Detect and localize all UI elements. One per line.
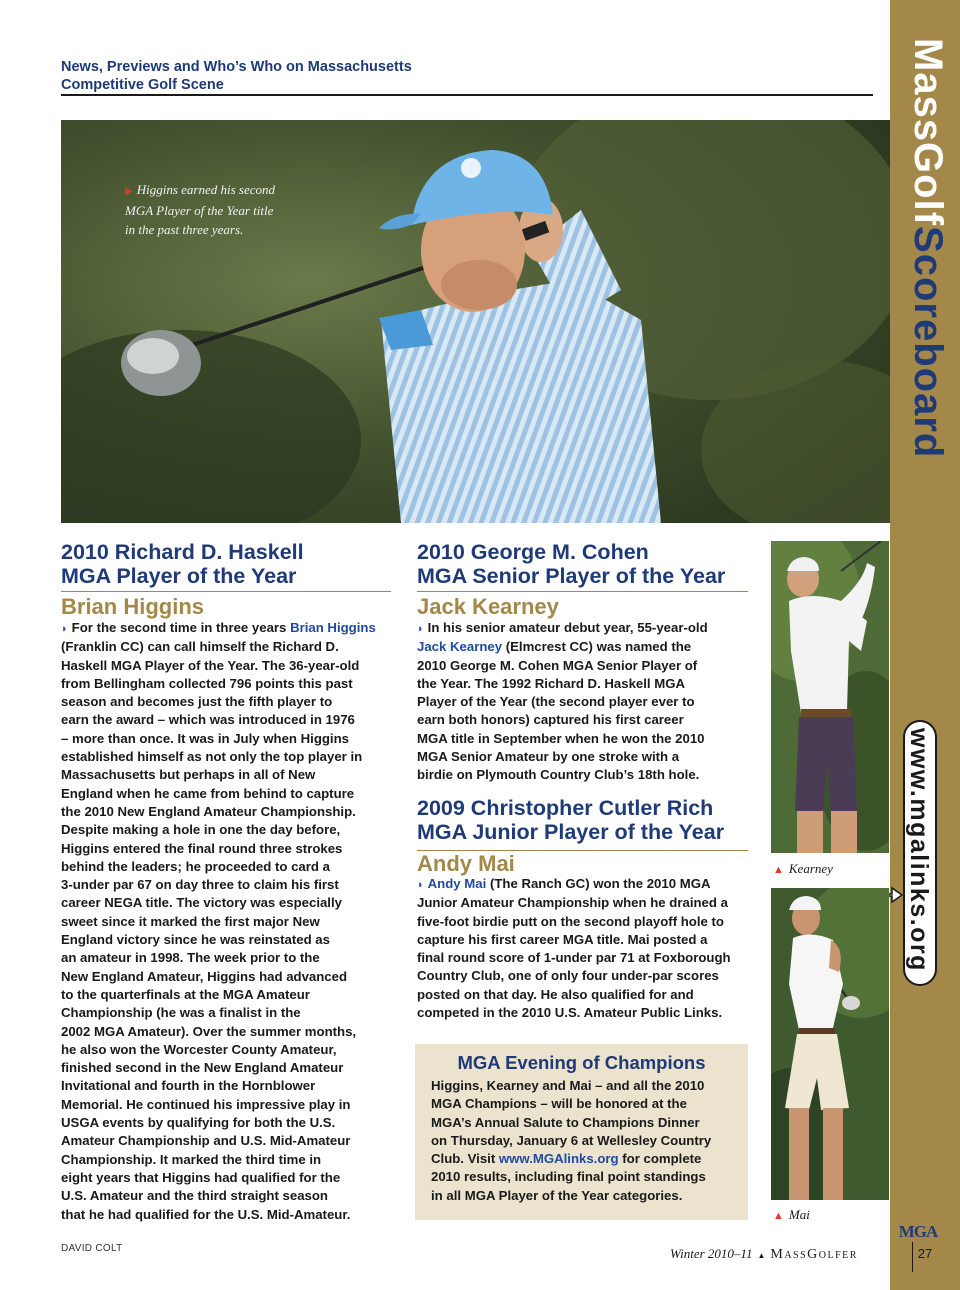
text-line bbox=[61, 785, 393, 803]
article1-rule bbox=[61, 591, 391, 592]
text-segment: (The Ranch GC) won the 2010 MGA bbox=[486, 876, 711, 891]
text-line bbox=[417, 986, 749, 1004]
text-segment: he also won the Worcester County Amateur, bbox=[61, 1041, 337, 1057]
text-line bbox=[61, 1151, 393, 1169]
article2-player-name: Jack Kearney bbox=[417, 594, 559, 619]
text-segment: an amateur in 1998. The week prior to the bbox=[61, 950, 320, 966]
page-number: 27 bbox=[917, 1246, 933, 1261]
text-segment: 2002 MGA Amateur). Over the summer months, bbox=[61, 1023, 357, 1039]
photo-kearney bbox=[771, 541, 889, 853]
text-line bbox=[417, 967, 749, 985]
text-line bbox=[417, 949, 749, 967]
text-segment: Higgins, Kearney and Mai – and all the 2010 bbox=[431, 1078, 705, 1093]
text-segment: sweet since it marked the first major New bbox=[61, 913, 320, 929]
article3-title-line-1: 2009 Christopher Cutler Rich bbox=[417, 796, 714, 820]
text-line bbox=[61, 1004, 393, 1022]
text-segment: in all MGA Player of the Year categories. bbox=[431, 1187, 683, 1203]
text-line bbox=[61, 638, 393, 656]
text-segment: Championship (he was a finalist in the bbox=[61, 1005, 301, 1021]
bullet-icon: ◗ bbox=[417, 879, 424, 891]
photo1-caption-text: Kearney bbox=[788, 861, 833, 876]
brand-massgolf: MassGolf bbox=[906, 38, 950, 227]
text-line bbox=[431, 1132, 736, 1150]
text-segment: established himself as not only the top player in bbox=[61, 749, 363, 765]
kicker-line-1: News, Previews and Who’s Who on Massachusetts bbox=[61, 59, 412, 75]
photo-credit: DAVID COLT bbox=[61, 1243, 123, 1254]
article2-title-line-1: 2010 George M. Cohen bbox=[417, 540, 649, 564]
text-segment: (Elmcrest CC) was named the bbox=[502, 639, 692, 655]
text-line bbox=[61, 1023, 393, 1041]
text-segment: Championship. It marked the third time in bbox=[61, 1151, 322, 1167]
text-line bbox=[61, 657, 393, 675]
text-segment: Haskell MGA Player of the Year. The 36-year-old bbox=[61, 657, 360, 673]
text-segment: New England Amateur, Higgins had advanced bbox=[61, 968, 348, 984]
text-line bbox=[61, 675, 393, 693]
text-line bbox=[61, 1187, 393, 1205]
text-line bbox=[417, 638, 749, 656]
text-line bbox=[61, 803, 393, 821]
photo-mai bbox=[771, 888, 889, 1200]
text-segment: Higgins entered the final round three strokes bbox=[61, 840, 343, 856]
hero-caption bbox=[125, 180, 315, 239]
text-line bbox=[61, 1041, 393, 1059]
article2-title-line-2: MGA Senior Player of the Year bbox=[417, 564, 726, 588]
text-segment: Massachusetts but perhaps in all of New bbox=[61, 767, 316, 783]
text-segment: capture his first career MGA title. Mai posted a bbox=[417, 931, 708, 947]
text-line bbox=[417, 931, 749, 949]
text-line bbox=[61, 748, 393, 766]
text-segment: MGA title in September when he won the 2010 bbox=[417, 730, 705, 746]
text-line bbox=[61, 876, 393, 894]
text-segment: England when he came from behind to capture bbox=[61, 785, 355, 801]
text-segment: Memorial. He continued his impressive play in bbox=[61, 1096, 351, 1112]
text-line bbox=[417, 730, 749, 748]
text-segment: eight years that Higgins had qualified for the bbox=[61, 1169, 341, 1185]
text-segment: career NEGA title. The victory was especially bbox=[61, 895, 342, 911]
kicker-line-2: Competitive Golf Scene bbox=[61, 77, 224, 93]
text-segment: Player of the Year (the second player ever to bbox=[417, 694, 695, 710]
text-segment: (Franklin CC) can call himself the Richard D. bbox=[61, 639, 339, 655]
footer-issue bbox=[670, 1246, 858, 1263]
bullet-icon: ◗ bbox=[417, 623, 424, 635]
text-line bbox=[61, 1132, 393, 1150]
text-segment: MGA Champions – will be honored at the bbox=[431, 1096, 687, 1112]
text-line bbox=[431, 1077, 736, 1095]
text-line bbox=[431, 1150, 736, 1168]
text-segment: the 2010 New England Amateur Championship. bbox=[61, 803, 356, 819]
text-line bbox=[61, 1114, 393, 1132]
text-line bbox=[61, 711, 393, 729]
footer-triangle-icon: ▲ bbox=[757, 1251, 766, 1260]
text-line bbox=[61, 894, 393, 912]
text-line bbox=[61, 730, 393, 748]
article2-title bbox=[417, 540, 752, 588]
text-line bbox=[431, 1095, 736, 1113]
hero-caption-line-1: Higgins earned his second bbox=[136, 182, 275, 197]
text-segment: In his senior amateur debut year, 55-year-old bbox=[427, 620, 708, 635]
text-segment: posted on that day. He also qualified for and bbox=[417, 986, 694, 1002]
text-segment: on Thursday, January 6 at Wellesley Country bbox=[431, 1132, 712, 1148]
magazine-name: MassGolfer bbox=[770, 1247, 858, 1262]
text-line bbox=[61, 693, 393, 711]
text-line bbox=[431, 1187, 736, 1205]
text-segment: 2010 George M. Cohen MGA Senior Player of bbox=[417, 657, 698, 673]
text-segment: to the quarterfinals at the MGA Amateur bbox=[61, 986, 310, 1002]
hero-caption-line-3: in the past three years. bbox=[125, 222, 244, 237]
text-segment: For the second time in three years bbox=[71, 620, 291, 635]
website-link[interactable]: www.MGAlinks.org bbox=[498, 1151, 619, 1167]
text-line bbox=[417, 619, 749, 638]
text-segment: season and becomes just the fifth player to bbox=[61, 694, 333, 710]
text-segment: MGA Senior Amateur by one stroke with a bbox=[417, 749, 680, 765]
text-segment: earn both honors) captured his first career bbox=[417, 712, 684, 728]
text-segment: five-foot birdie putt on the second playoff hole to bbox=[417, 913, 724, 929]
bullet-icon: ◗ bbox=[61, 623, 68, 635]
caption-triangle-icon: ▲ bbox=[773, 864, 784, 876]
text-line bbox=[61, 840, 393, 858]
text-line bbox=[61, 1206, 393, 1224]
article3-title-line-2: MGA Junior Player of the Year bbox=[417, 820, 725, 844]
text-segment: England victory since he was reinstated as bbox=[61, 932, 330, 948]
article2-body bbox=[417, 619, 749, 785]
header-rule bbox=[61, 94, 873, 96]
mga-logo: MGA bbox=[898, 1222, 938, 1241]
text-line bbox=[417, 693, 749, 711]
article3-player-name: Andy Mai bbox=[417, 851, 515, 876]
text-line bbox=[61, 949, 393, 967]
text-line bbox=[61, 1059, 393, 1077]
article1-title-line-1: 2010 Richard D. Haskell bbox=[61, 540, 304, 564]
text-line bbox=[417, 675, 749, 693]
article3-title bbox=[417, 796, 752, 844]
text-line bbox=[61, 913, 393, 931]
text-line bbox=[61, 1169, 393, 1187]
article1-player-name: Brian Higgins bbox=[61, 594, 205, 619]
text-line bbox=[61, 766, 393, 784]
text-line bbox=[417, 711, 749, 729]
text-segment: behind the leaders; he proceeded to card a bbox=[61, 858, 330, 874]
highlighted-name: Jack Kearney bbox=[417, 639, 503, 655]
text-segment: earn the award – which was introduced in 1976 bbox=[61, 712, 355, 728]
text-segment: the Year. The 1992 Richard D. Haskell MGA bbox=[417, 675, 686, 691]
text-segment: – more than once. It was in July when Higgins bbox=[61, 730, 349, 746]
text-line bbox=[61, 986, 393, 1004]
highlighted-name: Andy Mai bbox=[427, 876, 487, 891]
text-segment: competed in the 2010 U.S. Amateur Public Links. bbox=[417, 1005, 723, 1021]
text-line bbox=[61, 968, 393, 986]
photo1-caption bbox=[773, 861, 833, 877]
text-segment: 3-under par 67 on day three to claim his first bbox=[61, 877, 339, 893]
text-segment: Country Club, one of only four under-par scores bbox=[417, 968, 719, 984]
text-line bbox=[61, 619, 393, 638]
text-segment: Amateur Championship and U.S. Mid-Amateur bbox=[61, 1133, 351, 1149]
issue-date: Winter 2010–11 bbox=[670, 1246, 753, 1261]
photo2-caption bbox=[773, 1207, 810, 1223]
text-segment: final round score of 1-under par 71 at Foxborough bbox=[417, 950, 731, 966]
brand-scoreboard: Scoreboard bbox=[906, 226, 950, 459]
text-line bbox=[417, 1004, 749, 1022]
text-segment: MGA’s Annual Salute to Champions Dinner bbox=[431, 1114, 700, 1130]
text-line bbox=[417, 894, 749, 912]
text-segment: finished second in the New England Amateur bbox=[61, 1060, 344, 1076]
text-line bbox=[417, 657, 749, 675]
text-line bbox=[417, 875, 749, 894]
text-segment: that he had qualified for the U.S. Mid-Amateur. bbox=[61, 1206, 351, 1222]
text-segment: Junior Amateur Championship when he drained a bbox=[417, 895, 728, 911]
photo2-caption-text: Mai bbox=[788, 1207, 810, 1222]
text-line bbox=[61, 1077, 393, 1095]
box-body bbox=[431, 1077, 736, 1205]
article1-title bbox=[61, 540, 391, 588]
caption-triangle-icon: ▲ bbox=[773, 1210, 784, 1222]
text-segment: from Bellingham collected 796 points this past bbox=[61, 675, 353, 691]
section-kicker bbox=[61, 58, 481, 94]
website-link[interactable]: www.mgalinks.org bbox=[905, 728, 933, 972]
text-line bbox=[417, 913, 749, 931]
caption-triangle-icon: ▶ bbox=[125, 186, 133, 197]
text-segment: for complete bbox=[618, 1151, 702, 1167]
text-line bbox=[61, 931, 393, 949]
text-segment: U.S. Amateur and the third straight season bbox=[61, 1188, 328, 1204]
text-segment: Despite making a hole in one the day before, bbox=[61, 822, 341, 838]
hero-caption-line-2: MGA Player of the Year title bbox=[125, 203, 274, 218]
text-segment: 2010 results, including final point standings bbox=[431, 1169, 706, 1185]
text-line bbox=[61, 821, 393, 839]
text-line bbox=[431, 1114, 736, 1132]
sidebar-brand bbox=[905, 38, 950, 458]
article1-body bbox=[61, 619, 393, 1224]
article3-body bbox=[417, 875, 749, 1022]
text-segment: USGA events by qualifying for both the U.S. bbox=[61, 1115, 336, 1131]
box-title: MGA Evening of Champions bbox=[457, 1052, 706, 1073]
text-segment: Invitational and fourth in the Hornblower bbox=[61, 1078, 316, 1094]
article2-rule bbox=[417, 591, 748, 592]
text-line bbox=[431, 1168, 736, 1186]
text-line bbox=[61, 858, 393, 876]
text-line bbox=[417, 766, 749, 784]
text-segment: birdie on Plymouth Country Club’s 18th hole. bbox=[417, 767, 700, 783]
article1-title-line-2: MGA Player of the Year bbox=[61, 564, 297, 588]
text-line bbox=[61, 1096, 393, 1114]
text-segment: Club. Visit bbox=[431, 1151, 499, 1167]
text-line bbox=[417, 748, 749, 766]
highlighted-name: Brian Higgins bbox=[290, 620, 376, 635]
